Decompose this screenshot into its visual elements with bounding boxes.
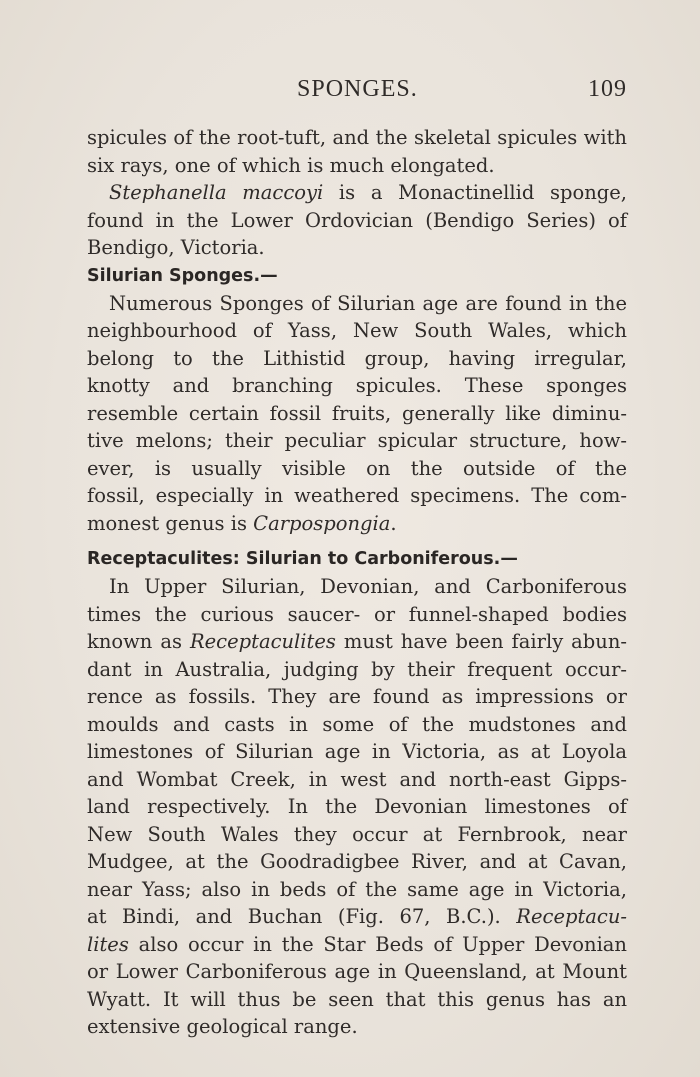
text-line: extensive geological range.	[87, 1015, 358, 1038]
text-span: is a Monactinellid sponge,	[323, 181, 627, 204]
text-line	[87, 628, 627, 656]
chapter-title: SPONGES.	[297, 76, 418, 102]
text-line: Wyatt. It will thus be seen that this genus has an	[87, 987, 627, 1011]
text-line: or Lower Carboniferous age in Queensland, at Mount	[87, 960, 627, 983]
text-line: Numerous Sponges of Silurian age are found in the	[109, 291, 627, 315]
text-line	[87, 903, 627, 931]
text-line: and Wombat Creek, in west and north-east Gipps-	[87, 767, 627, 791]
text-line: resemble certain fossil fruits, generally like diminu-	[87, 401, 627, 425]
text-span: known as	[87, 630, 190, 653]
text-span: monest genus is	[87, 511, 254, 535]
text-line: six rays, one of which is much elongated.	[87, 153, 495, 177]
text-line	[87, 510, 627, 538]
genus-name: lites	[87, 932, 129, 956]
section-heading-receptaculites: Receptaculites: Silurian to Carboniferous.—	[87, 549, 518, 569]
text-span: at Bindi, and Buchan (Fig. 67, B.C.).	[87, 905, 517, 928]
text-line: In Upper Silurian, Devonian, and Carboniferous	[109, 575, 627, 598]
text-line: Bendigo, Victoria.	[87, 236, 265, 259]
text-span: .	[390, 511, 397, 535]
text-line: rence as fossils. They are found as impressions or	[87, 685, 627, 708]
genus-name: Receptaculites	[189, 630, 336, 653]
book-page	[87, 74, 627, 1041]
text-line: found in the Lower Ordovician (Bendigo Series) of	[87, 208, 627, 232]
genus-name: Receptacu-	[516, 905, 627, 928]
text-line: fossil, especially in weathered specimens. The com-	[87, 484, 627, 507]
genus-name: Carpospongia	[253, 511, 391, 535]
running-header	[87, 74, 627, 108]
text-line: times the curious saucer- or funnel-shaped bodies	[87, 602, 627, 626]
text-line: dant in Australia, judging by their frequent occur-	[87, 657, 627, 681]
text-line: ever, is usually visible on the outside of the	[87, 456, 627, 480]
text-line: spicules of the root-tuft, and the skeletal spicules with	[87, 126, 627, 149]
text-span: must have been fairly abun-	[335, 630, 628, 653]
genus-name: Stephanella maccoyi	[109, 181, 324, 204]
text-line: tive melons; their peculiar spicular structure, how-	[87, 429, 627, 452]
text-line: neighbourhood of Yass, New South Wales, which	[87, 319, 627, 342]
page-number: 109	[588, 76, 627, 102]
text-line: New South Wales they occur at Fernbrook, near	[87, 822, 627, 846]
text-line: knotty and branching spicules. These sponges	[87, 374, 627, 397]
section-heading-silurian-sponges: Silurian Sponges.—	[87, 265, 278, 286]
text-line: Mudgee, at the Goodradigbee River, and at Cavan,	[87, 850, 627, 873]
text-line: belong to the Lithistid group, having irregular,	[87, 346, 627, 370]
text-line	[87, 179, 627, 207]
text-line: moulds and casts in some of the mudstones and	[87, 712, 627, 736]
text-line: land respectively. In the Devonian limestones of	[87, 795, 627, 818]
text-line: limestones of Silurian age in Victoria, as at Loyola	[87, 740, 627, 763]
text-span: also occur in the Star Beds of Upper Devonian	[128, 932, 627, 956]
text-line: near Yass; also in beds of the same age in Victoria,	[87, 877, 627, 901]
body-text	[87, 124, 627, 1041]
text-line	[87, 931, 627, 959]
